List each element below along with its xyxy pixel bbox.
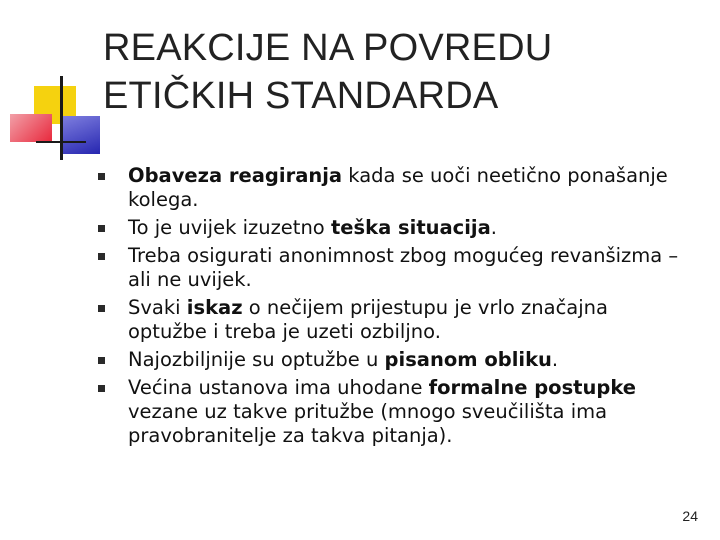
bullet-text-bold: Obaveza reagiranja [128, 164, 343, 187]
square-bullet-icon [98, 225, 105, 232]
square-bullet-icon [98, 253, 105, 260]
bullet-text: Najozbiljnije su optužbe u [128, 348, 385, 371]
title-line-1: REAKCIJE NA POVREDU [103, 27, 553, 69]
page-number: 24 [682, 508, 698, 524]
square-bullet-icon [98, 305, 105, 312]
bullet-item [90, 164, 690, 212]
bullet-text: . [551, 348, 559, 371]
bullet-list [90, 164, 690, 452]
title-line-2: ETIČKIH STANDARDA [103, 75, 499, 117]
bullet-text: Treba osigurati anonimnost zbog mogućeg revanšizma – ali ne uvijek. [128, 244, 679, 291]
square-bullet-icon [98, 385, 105, 392]
bullet-text-bold: teška situacija [330, 216, 491, 239]
bullet-text-bold: formalne postupke [428, 376, 637, 399]
decorative-logo [0, 0, 110, 170]
bullet-text-bold: pisanom obliku [384, 348, 552, 371]
bullet-text: o nečijem prijestupu je vrlo značajna optužbe i treba je uzeti ozbiljno. [128, 296, 608, 343]
bullet-item [90, 244, 690, 292]
bullet-text: kada se uoči neetično ponašanje kolega. [128, 164, 668, 211]
bullet-text: To je uvijek izuzetno [128, 216, 331, 239]
bullet-text: . [490, 216, 497, 239]
bullet-text: vezane uz takve pritužbe (mnogo sveučilišta ima pravobranitelje za takva pitanja). [128, 400, 608, 447]
slide-title [103, 24, 683, 120]
bullet-item [90, 296, 690, 344]
vertical-line-shape [60, 76, 63, 160]
bullet-item [90, 348, 690, 372]
square-bullet-icon [98, 173, 105, 180]
bullet-item [90, 376, 690, 448]
square-bullet-icon [98, 357, 105, 364]
red-square-shape [10, 114, 52, 142]
bullet-item [90, 216, 690, 240]
blue-square-shape [60, 116, 100, 154]
horizontal-line-shape [36, 141, 86, 143]
bullet-text: Svaki [128, 296, 187, 319]
bullet-text-bold: iskaz [186, 296, 243, 319]
bullet-text: Većina ustanova ima uhodane [128, 376, 429, 399]
